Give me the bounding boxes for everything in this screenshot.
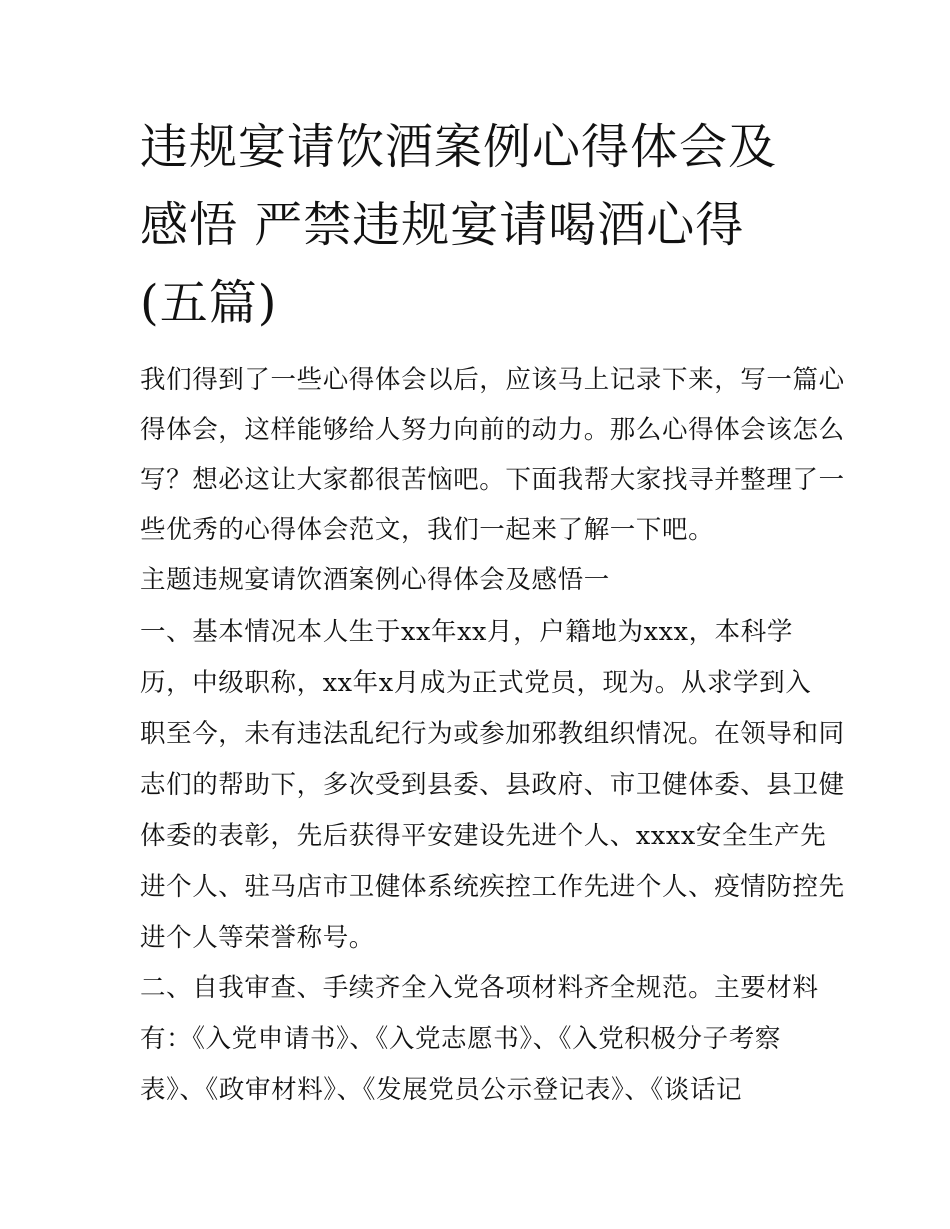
body-line: 二、自我审查、手续齐全入党各项材料齐全规范。主要材料 — [140, 973, 819, 1003]
body-line: 进个人等荣誉称号。 — [140, 923, 375, 953]
body-line: 写？想必这让大家都很苦恼吧。下面我帮大家找寻并整理了一 — [140, 465, 845, 495]
body-line: 体委的表彰，先后获得平安建设先进个人、xxxx安全生产先 — [140, 821, 827, 851]
body-line: 一、基本情况本人生于xx年xx月，户籍地为xxx，本科学 — [140, 617, 793, 647]
title-line: 违规宴请饮酒案例心得体会及 — [140, 119, 778, 175]
body-line: 志们的帮助下，多次受到县委、县政府、市卫健体委、县卫健 — [140, 770, 845, 800]
body-line: 得体会，这样能够给人努力向前的动力。那么心得体会该怎么 — [140, 415, 845, 445]
body-line: 表》、《政审材料》、《发展党员公示登记表》、《谈话记 — [140, 1075, 743, 1105]
body-line: 历，中级职称，xx年x月成为正式党员，现为。从求学到入 — [140, 668, 812, 698]
title-line: (五篇) — [140, 275, 278, 331]
title-line: 感悟 严禁违规宴请喝酒心得 — [140, 197, 745, 253]
body-line: 职至今，未有违法乱纪行为或参加邪教组织情况。在领导和同 — [140, 719, 845, 749]
body-line: 有：《入党申请书》、《入党志愿书》、《入党积极分子考察 — [140, 1024, 781, 1054]
body-line: 些优秀的心得体会范文，我们一起来了解一下吧。 — [140, 515, 715, 545]
section-heading: 主题违规宴请饮酒案例心得体会及感悟一 — [140, 565, 610, 595]
body-line: 进个人、驻马店市卫健体系统疾控工作先进个人、疫情防控先 — [140, 872, 845, 902]
body-line: 我们得到了一些心得体会以后，应该马上记录下来，写一篇心 — [140, 365, 845, 395]
